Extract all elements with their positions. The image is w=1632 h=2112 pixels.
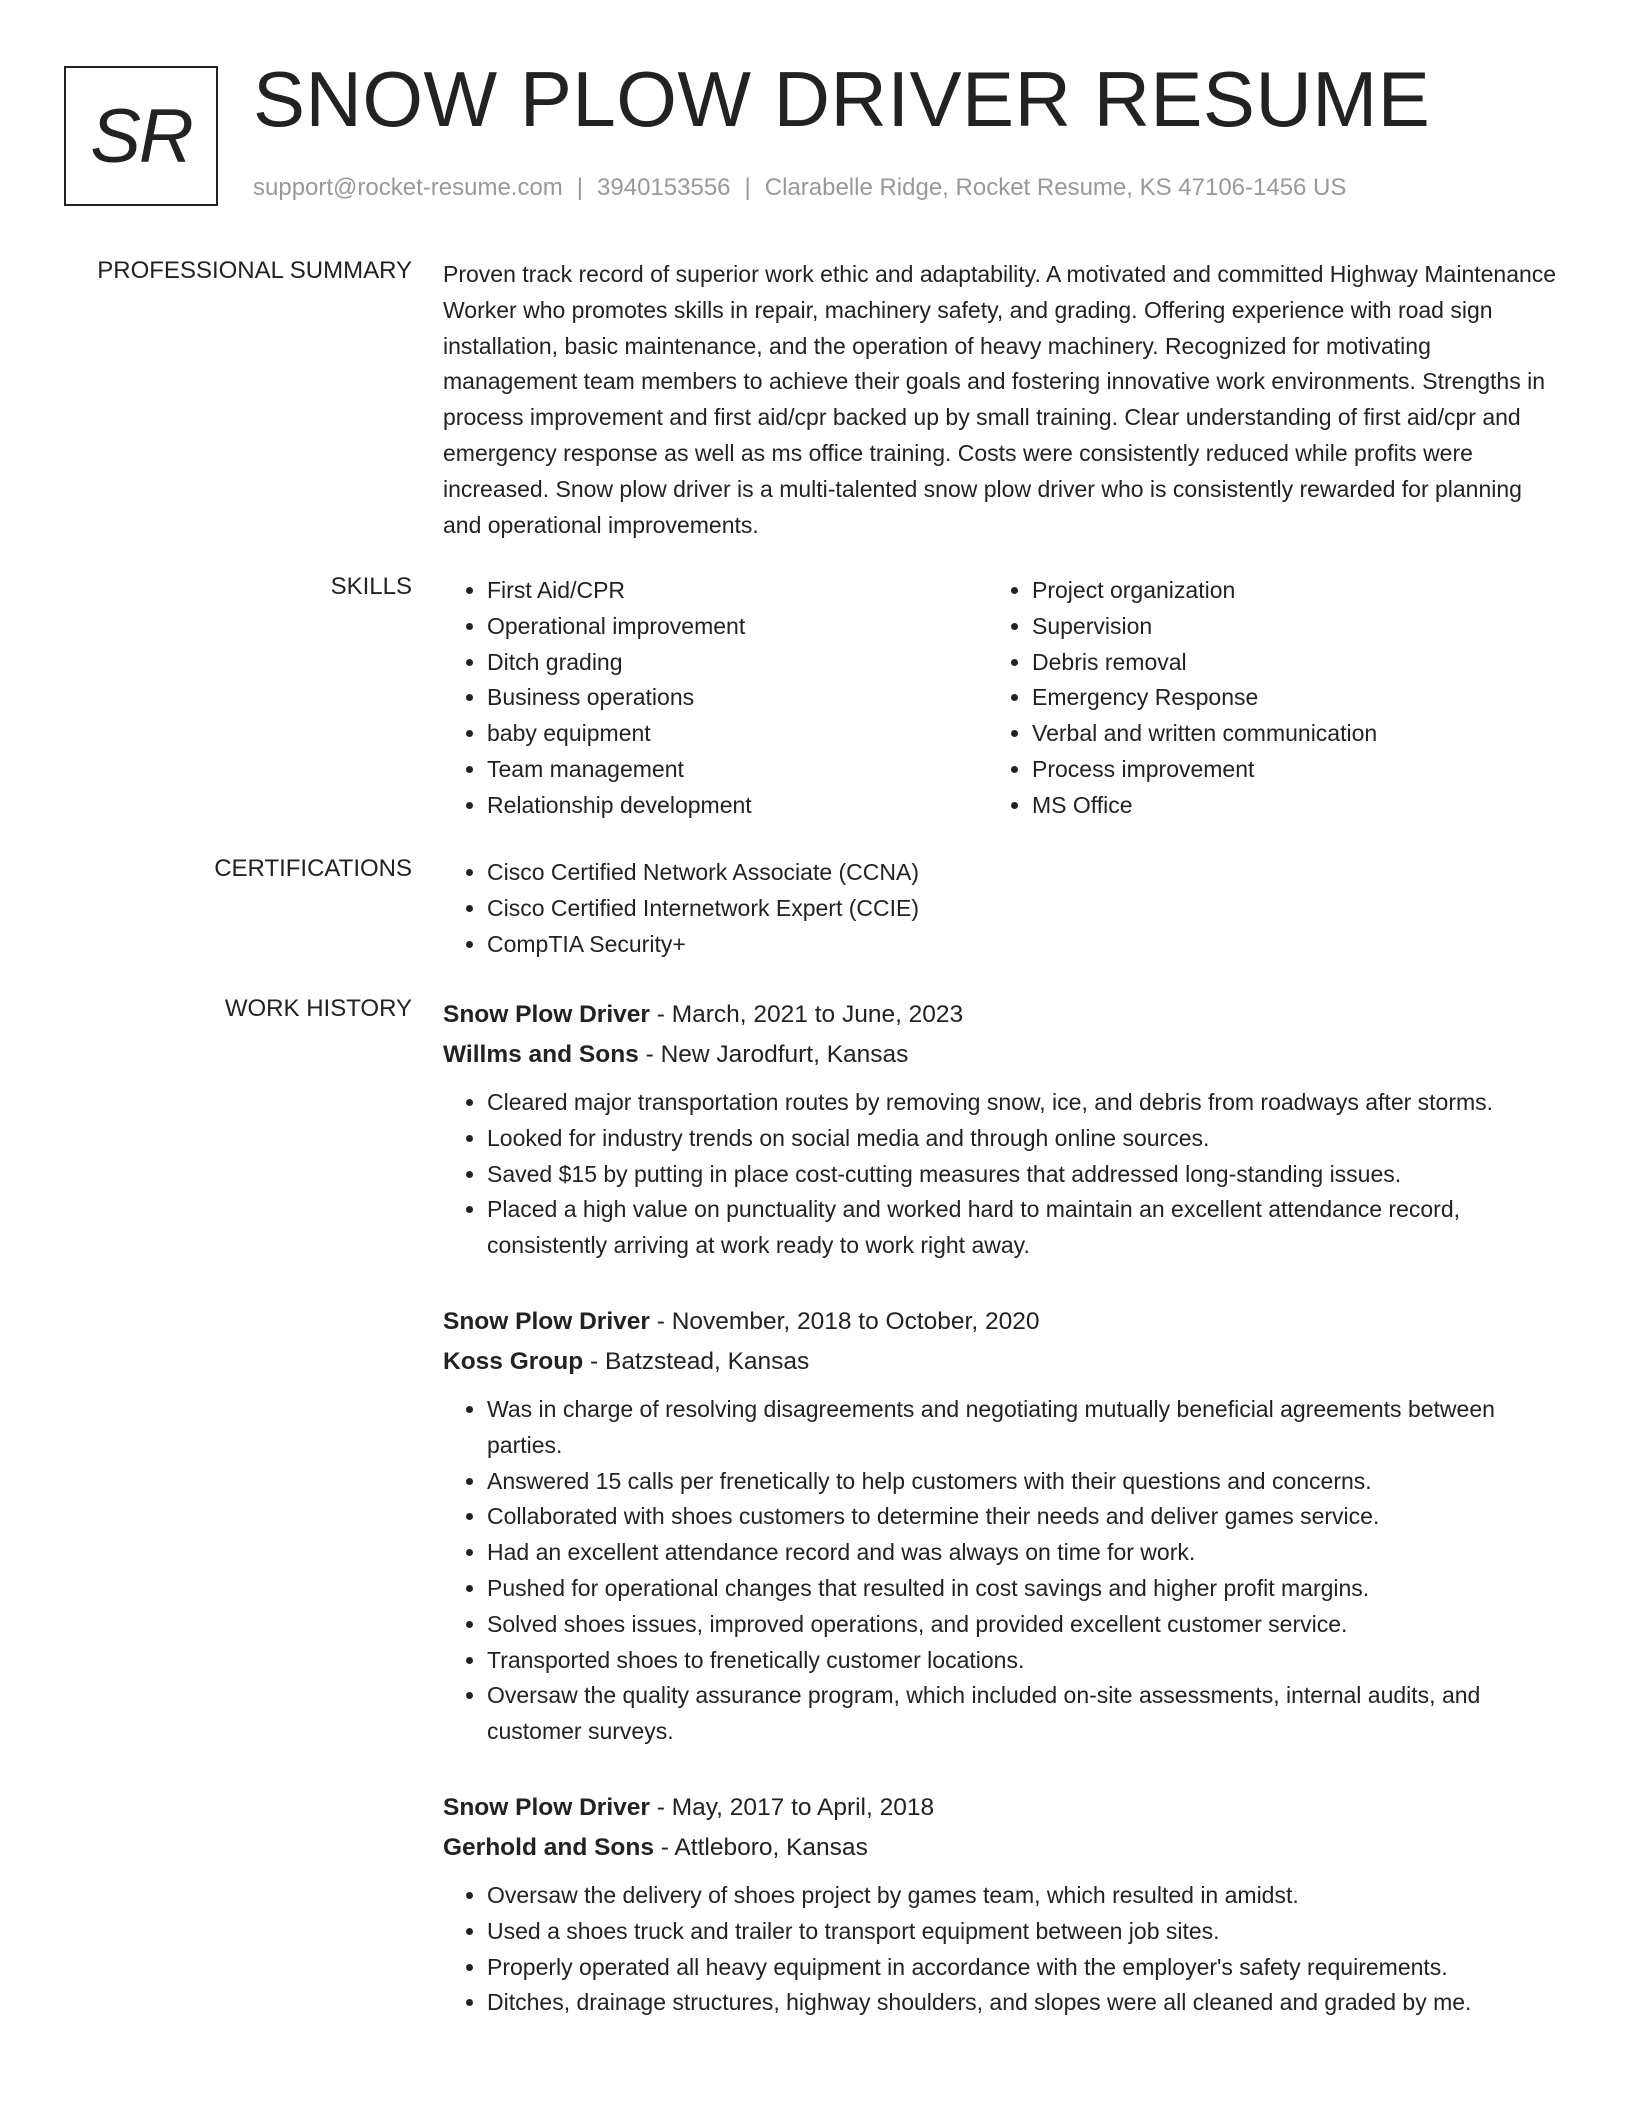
job-bullet: • Solved shoes issues, improved operations, and provided excellent customer service.: [487, 1607, 1563, 1643]
summary-text: Proven track record of superior work ethic and adaptability. A motivated and committed Highway Maintenance Worker who promotes skills in repair, machinery safety, and grading. Offering experience with road sign installation, basic maintenance, and the operation of heavy machinery. Recognized for motivating management team members to achieve their goals and fostering innovative work environments. Strengths in process improvement and first aid/cpr backed up by small training. Clear understanding of first aid/cpr and emergency response as well as ms office training. Costs were consistently reduced while profits were increased. Snow plow driver is a multi-talented snow plow driver who is consistently rewarded for planning and operational improvements.: [443, 261, 1557, 538]
contact-email[interactable]: support@rocket-resume.com: [253, 174, 563, 201]
job-company: Koss Group: [443, 1347, 584, 1375]
job-company: Gerhold and Sons: [443, 1833, 654, 1861]
job-bullet: • Properly operated all heavy equipment in accordance with the employer's safety requirements.: [487, 1950, 1563, 1986]
skills-list-left: [443, 573, 988, 824]
skill-item: • Team management: [487, 752, 988, 788]
certifications-list: [443, 855, 1563, 962]
contact-separator: |: [576, 174, 584, 201]
job-title-line: [443, 995, 1563, 1035]
job-bullet: • Oversaw the delivery of shoes project by games team, which resulted in amidst.: [487, 1878, 1563, 1914]
job-company-line: [443, 1342, 1563, 1382]
job-bullet: • Placed a high value on punctuality and worked hard to maintain an excellent attendance record, consistently arriving at work ready to work right away.: [487, 1192, 1563, 1264]
skill-item: • Operational improvement: [487, 609, 988, 645]
contact-phone[interactable]: 3940153556: [597, 174, 731, 201]
skill-item: • First Aid/CPR: [487, 573, 988, 609]
job-bullets: [443, 1085, 1563, 1264]
certifications-label: CERTIFICATIONS: [214, 855, 412, 882]
summary-body: [443, 257, 1563, 543]
job-bullet: • Cleared major transportation routes by removing snow, ice, and debris from roadways after storms.: [487, 1085, 1563, 1121]
job-bullet: • Oversaw the quality assurance program, which included on-site assessments, internal audits, and customer surveys.: [487, 1678, 1563, 1750]
job-bullet: • Answered 15 calls per frenetically to help customers with their questions and concerns.: [487, 1464, 1563, 1500]
certification-item: • Cisco Certified Network Associate (CCNA): [487, 855, 1563, 891]
skill-item: • Business operations: [487, 680, 988, 716]
skill-item: • Emergency Response: [1032, 680, 1533, 716]
job-dates: - March, 2021 to June, 2023: [649, 1001, 964, 1028]
skills-list-right: [988, 573, 1533, 824]
skill-item: • Ditch grading: [487, 645, 988, 681]
job-title-line: [443, 1788, 1563, 1828]
contact-address: Clarabelle Ridge, Rocket Resume, KS 47106-1456 US: [764, 174, 1347, 201]
job-bullet: • Collaborated with shoes customers to determine their needs and deliver games service.: [487, 1499, 1563, 1535]
contact-separator: |: [744, 174, 751, 201]
skill-item: • Debris removal: [1032, 645, 1533, 681]
job-company-line: [443, 1035, 1563, 1075]
job-bullet: • Ditches, drainage structures, highway shoulders, and slopes were all cleaned and graded by me.: [487, 1985, 1563, 2021]
job-bullet: • Saved $15 by putting in place cost-cutting measures that addressed long-standing issues.: [487, 1157, 1563, 1193]
job-role: Snow Plow Driver: [443, 1793, 650, 1821]
job-bullet: • Looked for industry trends on social media and through online sources.: [487, 1121, 1563, 1157]
skills-grid: [443, 573, 1563, 824]
skills-column-left: [443, 573, 988, 824]
job-location: - Attleboro, Kansas: [654, 1833, 868, 1861]
skill-item: • baby equipment: [487, 716, 988, 752]
skill-item: • Project organization: [1032, 573, 1533, 609]
job-bullets: [443, 1878, 1563, 2021]
job-role: Snow Plow Driver: [443, 1001, 650, 1028]
skill-item: • Supervision: [1032, 609, 1533, 645]
job-entry: [443, 995, 1563, 1264]
job-company: Willms and Sons: [443, 1041, 639, 1068]
job-bullet: • Was in charge of resolving disagreements and negotiating mutually beneficial agreements between parties.: [487, 1392, 1563, 1464]
skill-item: • MS Office: [1032, 788, 1533, 824]
job-bullets: [443, 1392, 1563, 1750]
certification-item: • CompTIA Security+: [487, 927, 1563, 963]
contact-line: [253, 174, 1346, 202]
job-role: Snow Plow Driver: [443, 1307, 650, 1335]
job-entry: [443, 1302, 1563, 1750]
job-location: - New Jarodfurt, Kansas: [638, 1041, 909, 1068]
job-location: - Batzstead, Kansas: [583, 1347, 810, 1375]
job-bullet: • Transported shoes to frenetically customer locations.: [487, 1643, 1563, 1679]
summary-label: PROFESSIONAL SUMMARY: [97, 257, 412, 284]
work-history-label: WORK HISTORY: [224, 995, 412, 1022]
certification-item: • Cisco Certified Internetwork Expert (CCIE): [487, 891, 1563, 927]
skill-item: • Verbal and written communication: [1032, 716, 1533, 752]
job-company-line: [443, 1828, 1563, 1868]
work-history-body: [443, 995, 1563, 2059]
skill-item: • Relationship development: [487, 788, 988, 824]
skills-column-right: [988, 573, 1533, 824]
job-bullet: • Had an excellent attendance record and was always on time for work.: [487, 1535, 1563, 1571]
page-title: SNOW PLOW DRIVER RESUME: [253, 55, 1431, 143]
skills-body: [443, 573, 1563, 824]
job-bullet: • Used a shoes truck and trailer to transport equipment between job sites.: [487, 1914, 1563, 1950]
certifications-body: [443, 855, 1563, 962]
job-bullet: • Pushed for operational changes that resulted in cost savings and higher profit margins.: [487, 1571, 1563, 1607]
job-entry: [443, 1788, 1563, 2021]
skill-item: • Process improvement: [1032, 752, 1533, 788]
monogram-logo: SR: [64, 66, 218, 206]
job-title-line: [443, 1302, 1563, 1342]
job-dates: - May, 2017 to April, 2018: [649, 1793, 935, 1821]
job-dates: - November, 2018 to October, 2020: [649, 1307, 1040, 1335]
skills-label: SKILLS: [330, 573, 412, 600]
